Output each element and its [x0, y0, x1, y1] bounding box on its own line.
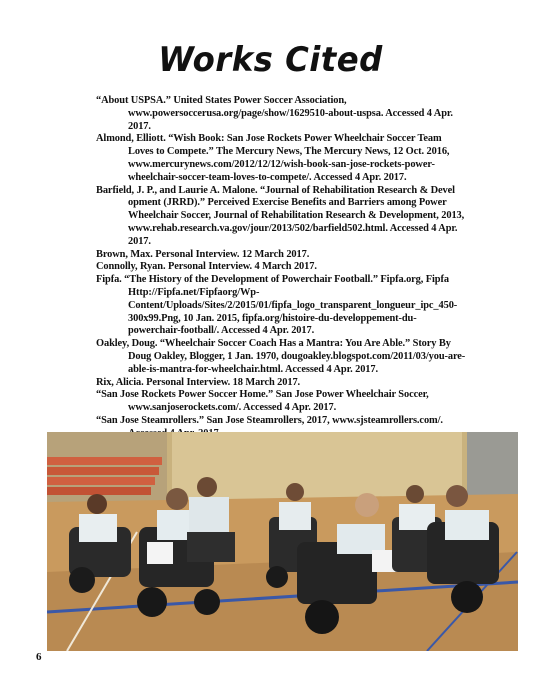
page-number: 6 — [36, 651, 42, 663]
citation-item: Fipfa. “The History of the Development of Powerchair Football.” Fipfa.org, Fipfa Http://Fipfa.net/Fipfaorg/Wp-Content/Uploads/Sites/2/2015/01/fipfa_logo_transparent_longueur_ipc_450-300x99.Png, 10 Jan. 2015, fipfa.org/histoire-du-developpement-du-powerchair-football/. Accessed 4 Apr. 2017. — [96, 274, 458, 337]
works-cited-list — [96, 95, 466, 453]
citation-item: Oakley, Doug. “Wheelchair Soccer Coach Has a Mantra: You Are Able.” Story By Doug Oakley, Blogger, 1 Jan. 1970, dougoakley.blogspot.com/2011/03/you-are-able-is-mantra-for-wheelchair.html. Accessed 4 Apr. 2017. — [96, 338, 466, 375]
team-photo — [47, 432, 518, 651]
citation-item: Brown, Max. Personal Interview. 12 March 2017. — [96, 248, 310, 260]
citation-item: “San Jose Rockets Power Soccer Home.” San Jose Power Wheelchair Soccer, www.sanjoserockets.com/. Accessed 4 Apr. 2017. — [96, 389, 429, 414]
citation-item: “About USPSA.” United States Power Soccer Association, www.powersoccerusa.org/page/show/1629510-about-uspsa. Accessed 4 Apr. 2017. — [96, 95, 453, 132]
citation-item: Almond, Elliott. “Wish Book: San Jose Rockets Power Wheelchair Soccer Team Loves to Compete.” The Mercury News, The Mercury News, 12 Oct. 2016, www.mercurynews.com/2012/12/12/wish-book-san-jose-rockets-power-wheelchair-soccer-team-loves-to-compete/. Accessed 4 Apr. 2017. — [96, 133, 450, 183]
citation-item: Rix, Alicia. Personal Interview. 18 March 2017. — [96, 376, 301, 388]
page-title: Works Cited — [158, 40, 383, 80]
citation-item: Connolly, Ryan. Personal Interview. 4 March 2017. — [96, 261, 317, 273]
citation-item: Barfield, J. P., and Laurie A. Malone. “Journal of Rehabilitation Research & Devel opment (JRRD).” Perceived Exercise Benefits and Barriers among Power Wheelchair Soccer, Journal of Rehabilitation Research & Development, 2013, www.rehab.research.va.gov/jour/2013/502/barfield502.html. Accessed 4 Apr. 2017. — [96, 184, 465, 247]
citation-item: “San Jose Steamrollers.” San Jose Steamrollers, 2017, www.sjsteamrollers.com/. — [96, 414, 443, 426]
